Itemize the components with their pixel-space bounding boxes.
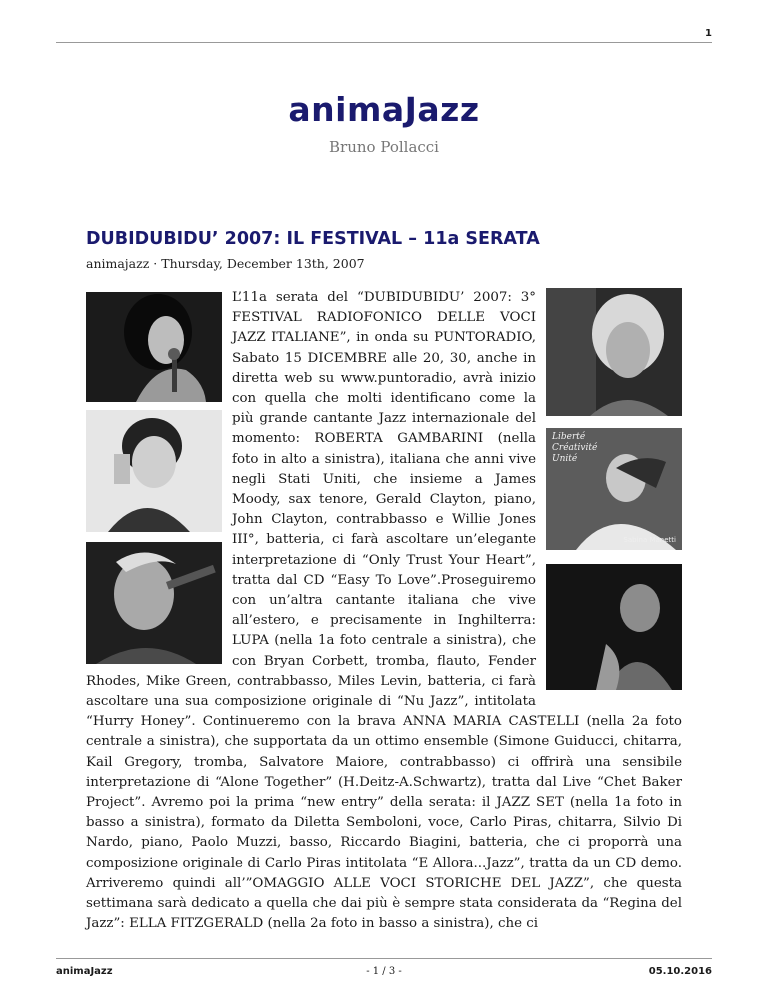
- post-meta: animajazz · Thursday, December 13th, 2007: [86, 256, 365, 271]
- photo-lupa: [86, 410, 222, 532]
- article-body: [86, 288, 682, 935]
- site-author: Bruno Pollacci: [329, 138, 439, 156]
- article-text: L’11a serata del “DUBIDUBIDU’ 2007: 3° FESTIVAL RADIOFONICO DELLE VOCI JAZZ ITALIANE”, in onda su PUNTORADIO, Sabato 15 DICEMBRE alle 20, 30, anche in diretta web su www.puntoradio, avrà inizio con quella che molti identificano come la più grande cantante Jazz internazionale del momento: ROBERTA GAMBARINI (nella foto in alto a sinistra), italiana che anni vive negli Stati Uniti, che insieme a James Moody, sax tenore, Gerald Clayton, piano, John Clayton, contrabbasso e Willie Jones III°, batteria, ci farà ascoltare un’elegante interpretazione di “Only Trust Your Heart”, tratta dal CD “Easy To Love”.Proseguiremo con un’altra cantante italiana che vive all’estero, e precisamente in Inghilterra: LUPA (nella 1a foto centrale a sinistra), che con Bryan Corbett, tromba, flauto, Fender Rhodes, Mike Green, contrabbasso, Miles Levin, batteria, ci farà ascoltare una sua composizione originale di “Nu Jazz”, intitolata “Hurry Honey”. Continueremo con la brava ANNA MARIA CASTELLI (nella 2a foto centrale a sinistra), che supportata da un ottimo ensemble (Simone Guiducci, chitarra, Kail Gregory, tromba, Salvatore Maiore, contrabbasso) ci offrirà una sensibile interpretazione di “Alone Together” (H.Deitz-A.Schwartz), tratta dal Live “Chet Baker Project”. Avremo poi la prima “new entry” della serata: il JAZZ SET (nella 1a foto in basso a sinistra), formato da Diletta Semboloni, voce, Carlo Piras, chitarra, Silvio Di Nardo, piano, Paolo Muzzi, basso, Riccardo Biagini, batteria, che ci proporrà una composizione originale di Carlo Piras intitolata “E Allora...Jazz”, tratta da un CD demo. Arriveremo quindi all’”OMAGGIO ALLE VOCI STORICHE DEL JAZZ”, che questa settimana sarà dedicato a quella che dai più è sempre stata considerata da “Regina del Jazz”: ELLA FITZGERALD (nella 2a foto in basso a sinistra), che ci: [86, 290, 682, 932]
- album-cover-artist: Sabina Manetti: [623, 536, 676, 544]
- photo-jazz-set: [546, 564, 682, 690]
- site-brand[interactable]: animaJazz: [288, 90, 480, 129]
- footer-pagination: - 1 / 3 -: [366, 966, 402, 977]
- footer-site: animaJazz: [56, 966, 113, 977]
- footer-date: 05.10.2016: [648, 966, 712, 977]
- album-cover-title: Liberté Créativité Unité: [552, 432, 598, 464]
- footer-rule: [56, 958, 712, 959]
- post-title[interactable]: DUBIDUBIDU’ 2007: IL FESTIVAL – 11a SERATA: [86, 229, 540, 249]
- photo-top-right: [546, 288, 682, 416]
- page-number: 1: [705, 28, 712, 39]
- photo-anna-maria-castelli: [86, 542, 222, 664]
- photo-roberta-gambarini: [86, 292, 222, 402]
- photo-album-cover: [546, 428, 682, 550]
- header-rule: [56, 42, 712, 43]
